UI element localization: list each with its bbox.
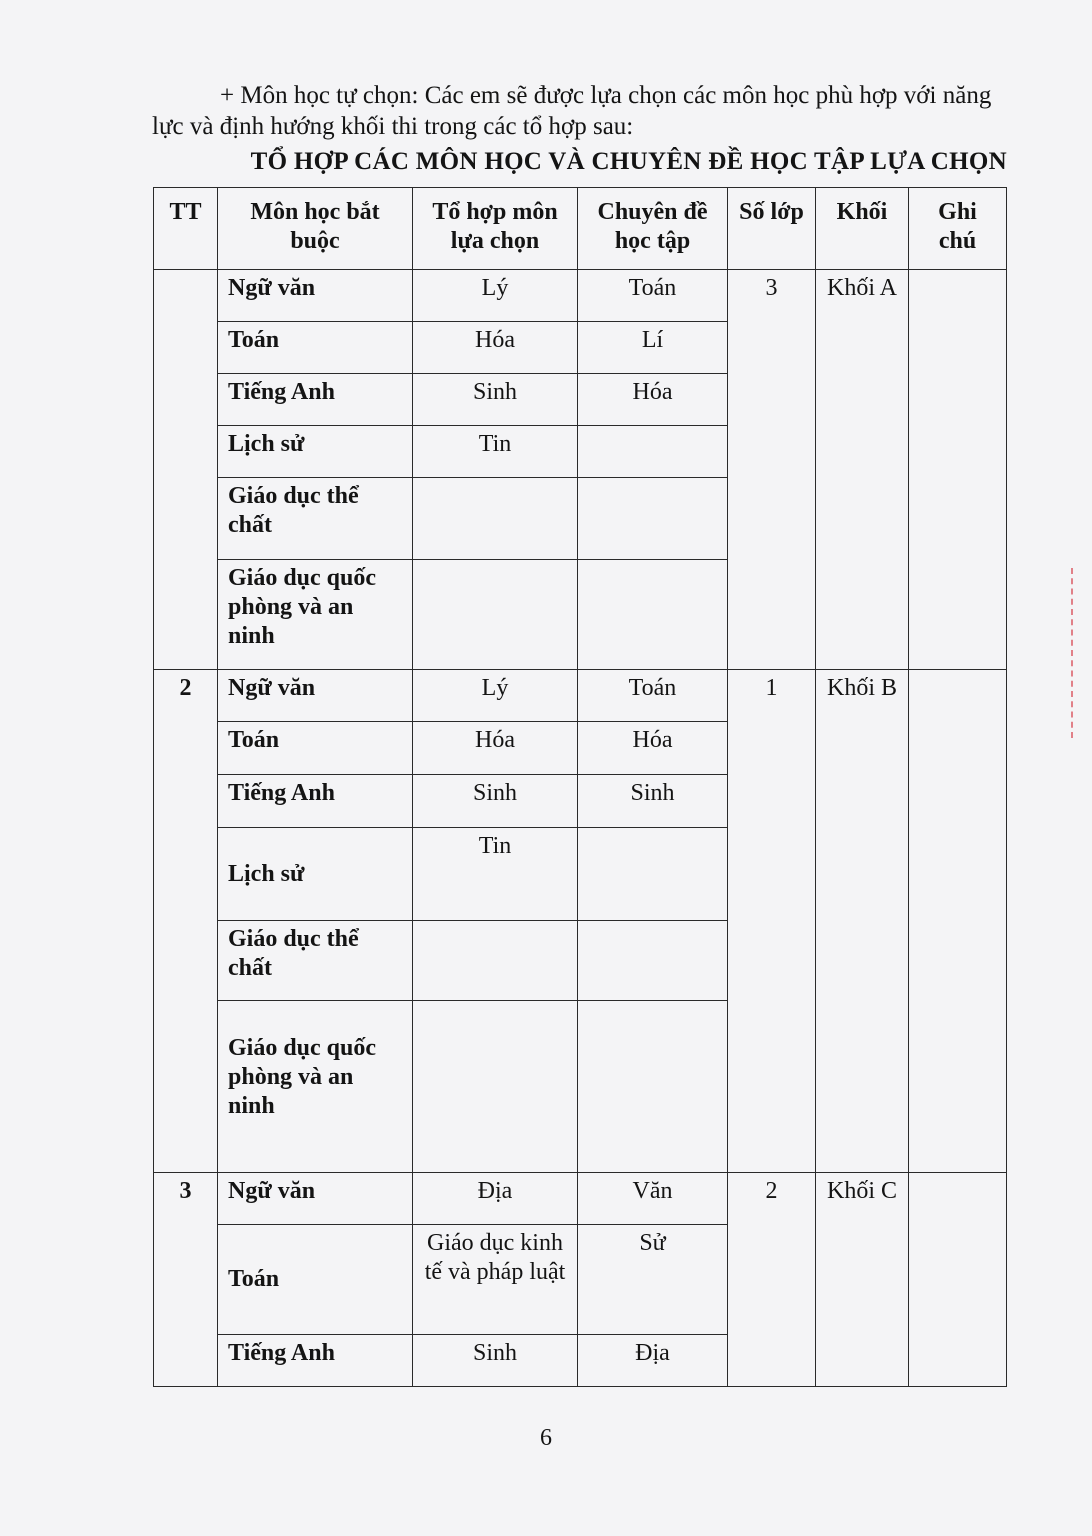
tt-cell: 2 bbox=[154, 670, 218, 1173]
elective-combo-cell: Địa bbox=[413, 1173, 578, 1225]
required-subject-cell: Ngữ văn bbox=[218, 670, 413, 722]
block-cell: Khối B bbox=[816, 670, 909, 1173]
tt-cell bbox=[154, 270, 218, 670]
required-subject-cell: Toán bbox=[218, 322, 413, 374]
table-row bbox=[154, 670, 1007, 722]
elective-combo-cell bbox=[413, 478, 578, 560]
required-subject-cell: Lịch sử bbox=[218, 426, 413, 478]
study-topic-cell bbox=[578, 828, 728, 921]
elective-combo-cell: Lý bbox=[413, 270, 578, 322]
table-title: TỔ HỢP CÁC MÔN HỌC VÀ CHUYÊN ĐỀ HỌC TẬP LỰA CHỌN bbox=[250, 148, 1007, 175]
required-subject-cell: Giáo dục quốc phòng và an ninh bbox=[218, 560, 413, 670]
study-topic-cell bbox=[578, 560, 728, 670]
elective-combo-cell: Sinh bbox=[413, 374, 578, 426]
study-topic-cell bbox=[578, 921, 728, 1001]
margin-stamp-mark bbox=[1071, 568, 1085, 738]
subject-combination-table bbox=[153, 187, 1007, 1387]
intro-line-1: + Môn học tự chọn: Các em sẽ được lựa chọn các môn học phù hợp với năng bbox=[220, 82, 992, 109]
intro-line-2: lực và định hướng khối thi trong các tổ hợp sau: bbox=[152, 113, 634, 140]
block-cell: Khối A bbox=[816, 270, 909, 670]
class-count-cell: 1 bbox=[728, 670, 816, 1173]
elective-combo-cell bbox=[413, 560, 578, 670]
required-subject-cell: Toán bbox=[218, 1225, 413, 1335]
required-subject-cell: Tiếng Anh bbox=[218, 775, 413, 828]
study-topic-cell: Toán bbox=[578, 270, 728, 322]
required-subject-cell: Tiếng Anh bbox=[218, 1335, 413, 1387]
table-row bbox=[154, 1173, 1007, 1225]
elective-combo-cell: Tin bbox=[413, 426, 578, 478]
header-elective-combo: Tổ hợp môn lựa chọn bbox=[413, 188, 578, 270]
note-cell bbox=[909, 670, 1007, 1173]
header-row bbox=[154, 188, 1007, 270]
elective-combo-cell: Hóa bbox=[413, 722, 578, 775]
study-topic-cell: Văn bbox=[578, 1173, 728, 1225]
header-tt: TT bbox=[154, 188, 218, 270]
elective-combo-cell: Tin bbox=[413, 828, 578, 921]
tt-cell: 3 bbox=[154, 1173, 218, 1387]
study-topic-cell bbox=[578, 426, 728, 478]
class-count-cell: 2 bbox=[728, 1173, 816, 1387]
note-cell bbox=[909, 1173, 1007, 1387]
required-subject-cell: Ngữ văn bbox=[218, 270, 413, 322]
elective-combo-cell bbox=[413, 1001, 578, 1173]
header-required-subject: Môn học bắt buộc bbox=[218, 188, 413, 270]
study-topic-cell: Sử bbox=[578, 1225, 728, 1335]
study-topic-cell: Hóa bbox=[578, 374, 728, 426]
study-topic-cell bbox=[578, 1001, 728, 1173]
elective-combo-cell: Sinh bbox=[413, 1335, 578, 1387]
study-topic-cell: Địa bbox=[578, 1335, 728, 1387]
block-cell: Khối C bbox=[816, 1173, 909, 1387]
header-note: Ghi chú bbox=[909, 188, 1007, 270]
required-subject-cell: Giáo dục thể chất bbox=[218, 478, 413, 560]
required-subject-cell: Lịch sử bbox=[218, 828, 413, 921]
note-cell bbox=[909, 270, 1007, 670]
required-subject-cell: Giáo dục quốc phòng và an ninh bbox=[218, 1001, 413, 1173]
intro-paragraph bbox=[152, 80, 1032, 142]
elective-combo-cell: Giáo dục kinh tế và pháp luật bbox=[413, 1225, 578, 1335]
header-class-count: Số lớp bbox=[728, 188, 816, 270]
study-topic-cell: Sinh bbox=[578, 775, 728, 828]
header-study-topic: Chuyên đề học tập bbox=[578, 188, 728, 270]
elective-combo-cell: Lý bbox=[413, 670, 578, 722]
required-subject-cell: Ngữ văn bbox=[218, 1173, 413, 1225]
study-topic-cell bbox=[578, 478, 728, 560]
elective-combo-cell: Sinh bbox=[413, 775, 578, 828]
required-subject-cell: Toán bbox=[218, 722, 413, 775]
required-subject-cell: Giáo dục thể chất bbox=[218, 921, 413, 1001]
table-row bbox=[154, 270, 1007, 322]
elective-combo-cell bbox=[413, 921, 578, 1001]
study-topic-cell: Hóa bbox=[578, 722, 728, 775]
page-number: 6 bbox=[540, 1425, 552, 1451]
elective-combo-cell: Hóa bbox=[413, 322, 578, 374]
study-topic-cell: Lí bbox=[578, 322, 728, 374]
study-topic-cell: Toán bbox=[578, 670, 728, 722]
header-block: Khối bbox=[816, 188, 909, 270]
class-count-cell: 3 bbox=[728, 270, 816, 670]
required-subject-cell: Tiếng Anh bbox=[218, 374, 413, 426]
